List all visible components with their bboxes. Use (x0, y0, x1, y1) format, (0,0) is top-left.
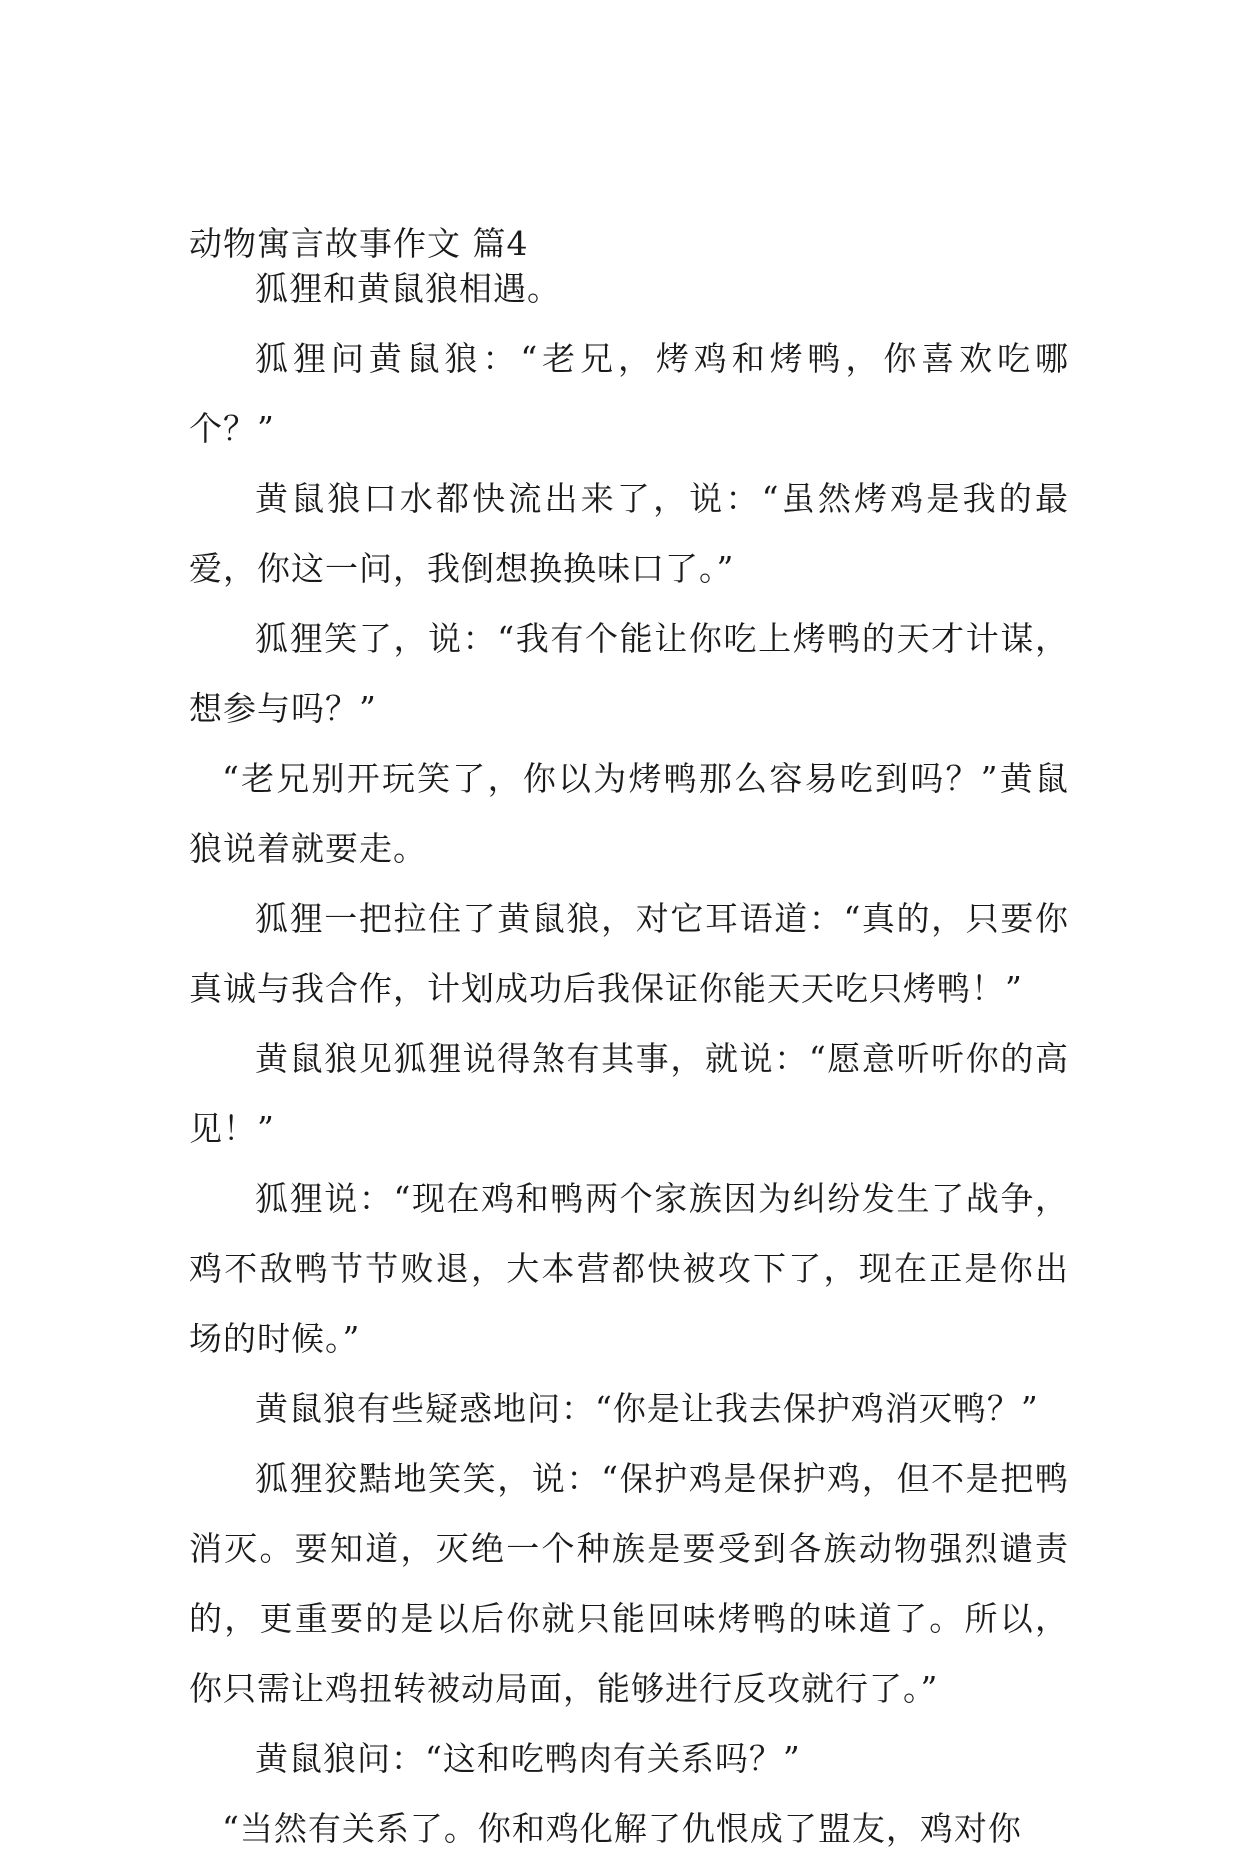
paragraph: “当然有关系了。你和鸡化解了仇恨成了盟友，鸡对你 (222, 1809, 1022, 1848)
paragraph: 黄鼠狼口水都快流出来了，说：“虽然烤鸡是我的最爱，你这一问，我倒想换换味口了。” (189, 479, 1069, 588)
paragraph: 狐狸问黄鼠狼：“老兄，烤鸡和烤鸭，你喜欢吃哪个？” (189, 339, 1069, 448)
paragraph: 黄鼠狼问：“这和吃鸭肉有关系吗？” (255, 1739, 801, 1778)
paragraph: 狐狸说：“现在鸡和鸭两个家族因为纠纷发生了战争，鸡不敌鸭节节败退，大本营都快被攻下了，现在正是你出场的时候。” (189, 1179, 1069, 1358)
paragraph: 狐狸和黄鼠狼相遇。 (255, 269, 561, 308)
document-title: 动物寓言故事作文 篇4 (189, 224, 529, 263)
document-body (189, 254, 1069, 1864)
paragraph: “老兄别开玩笑了，你以为烤鸭那么容易吃到吗？”黄鼠狼说着就要走。 (189, 759, 1069, 868)
paragraph: 黄鼠狼有些疑惑地问：“你是让我去保护鸡消灭鸭？” (255, 1389, 1039, 1428)
paragraph: 狐狸狡黠地笑笑，说：“保护鸡是保护鸡，但不是把鸭消灭。要知道，灭绝一个种族是要受到各族动物强烈谴责的，更重要的是以后你就只能回味烤鸭的味道了。所以，你只需让鸡扭转被动局面，能够进行反攻就行了。” (189, 1459, 1069, 1708)
paragraph: 狐狸一把拉住了黄鼠狼，对它耳语道：“真的，只要你真诚与我合作，计划成功后我保证你能天天吃只烤鸭！” (189, 899, 1069, 1008)
paragraph: 黄鼠狼见狐狸说得煞有其事，就说：“愿意听听你的高见！” (189, 1039, 1069, 1148)
paragraph: 狐狸笑了，说：“我有个能让你吃上烤鸭的天才计谋，想参与吗？” (189, 619, 1069, 728)
